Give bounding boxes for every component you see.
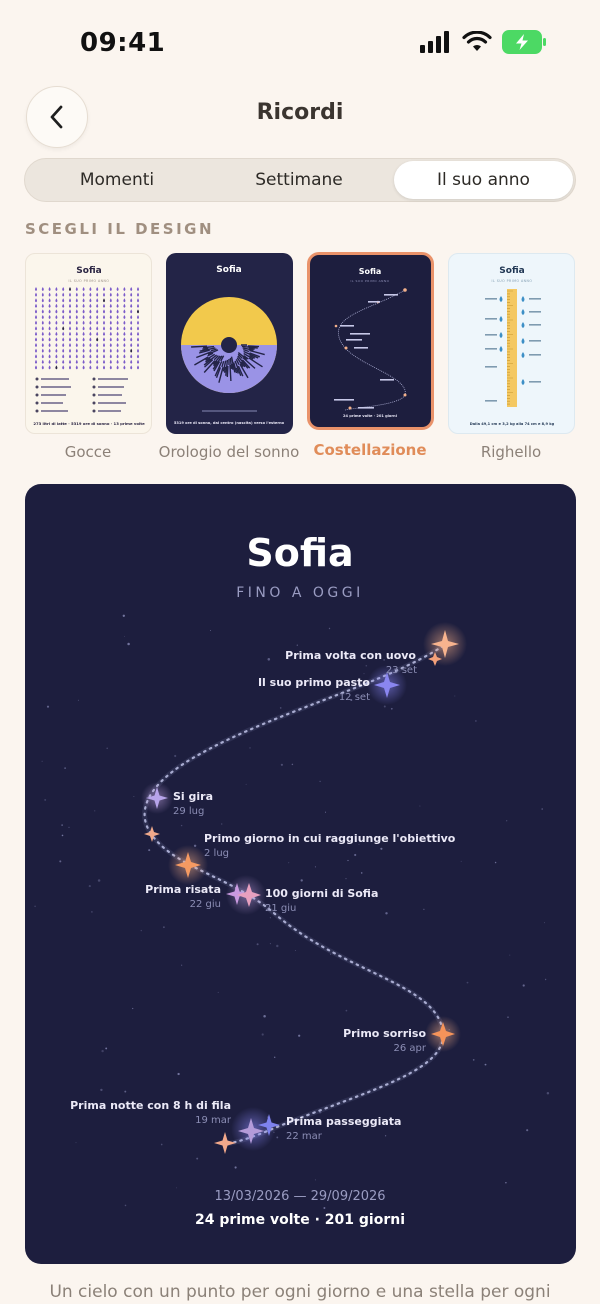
status-icons [420, 30, 548, 54]
tab-settimane[interactable]: Settimane [255, 170, 343, 190]
design-label-righello[interactable]: Righello [480, 443, 542, 461]
gocce-thumbnail [26, 254, 152, 434]
orologio-thumb-name: Sofia [216, 265, 242, 275]
milestone-date: 29 lug [173, 806, 205, 817]
milestone-date: 23 set [385, 665, 417, 676]
milestone-date: 22 giu [189, 899, 221, 910]
milestone-title: Il suo primo pasto [257, 676, 370, 689]
signal-icon [420, 31, 452, 53]
milestone-date: 19 mar [195, 1115, 231, 1126]
poster-date-range: 13/03/2026 — 29/09/2026 [214, 1189, 386, 1204]
costellazione-thumb-sub: IL SUO PRIMO ANNO [350, 279, 390, 283]
status-bar [0, 0, 600, 86]
costellazione-thumb-footer: 24 prime volte · 201 giorni [343, 414, 397, 418]
milestone-title: Prima notte con 8 h di fila [70, 1099, 231, 1112]
milestone-date: 21 giu [265, 903, 297, 914]
design-description: Un cielo con un punto per ogni giorno e una stella per ogni [49, 1282, 551, 1302]
milestone-title: Prima passeggiata [286, 1115, 402, 1128]
milestone-date: 26 apr [393, 1043, 426, 1054]
battery-charging-icon [502, 30, 548, 54]
milestone-date: 2 lug [204, 848, 230, 859]
orologio-thumb-footer: 5319 ore di sonno, dal centro (nascita) verso l'esterno [173, 421, 285, 425]
poster-name: Sofia [246, 531, 354, 575]
orologio-thumbnail [166, 253, 293, 434]
gocce-legend [36, 378, 129, 413]
section-label-design: SCEGLI IL DESIGN [25, 220, 215, 238]
wifi-icon [462, 31, 492, 53]
righello-thumb-footer: Dalla 49,1 cm e 3,2 kg alla 74 cm e 8,9 kg [469, 422, 555, 426]
costellazione-thumbnail [310, 255, 431, 427]
milestone-date: 12 set [338, 692, 370, 703]
design-card-gocce[interactable] [25, 253, 152, 434]
gocce-thumb-footer: 273 litri di latte · 5319 ore di sonno · 13 prime volte [33, 421, 145, 426]
milestone-date: 22 mar [286, 1131, 322, 1142]
tab-momenti[interactable]: Momenti [79, 170, 155, 190]
drop-grid [35, 287, 139, 369]
righello-thumb-sub: IL SUO PRIMO ANNO [491, 279, 533, 283]
segmented-control [24, 158, 576, 202]
milestone-title: 100 giorni di Sofia [265, 887, 379, 900]
design-label-costellazione[interactable]: Costellazione [313, 441, 427, 459]
gocce-thumb-sub: IL SUO PRIMO ANNO [68, 279, 110, 283]
poster-stats: 24 prime volte · 201 giorni [194, 1212, 406, 1228]
design-card-orologio[interactable] [166, 253, 293, 434]
design-label-orologio[interactable]: Orologio del sonno [158, 443, 300, 461]
poster-subtitle: FINO A OGGI [236, 585, 364, 601]
design-label-gocce[interactable]: Gocce [64, 443, 112, 461]
gocce-thumb-name: Sofia [76, 266, 102, 276]
milestone-title: Primo sorriso [343, 1027, 426, 1040]
constellation-poster [25, 484, 576, 1264]
milestone-title: Primo giorno in cui raggiunge l'obiettivo [204, 832, 456, 845]
design-card-righello[interactable] [448, 253, 575, 434]
costellazione-thumb-name: Sofia [358, 267, 382, 276]
design-card-costellazione[interactable] [307, 252, 434, 430]
milestone-title: Prima volta con uovo [285, 649, 416, 662]
tab-il-suo-anno[interactable]: Il suo anno [394, 161, 573, 199]
status-time: 09:41 [80, 28, 166, 58]
top-bar [0, 86, 600, 146]
milestone-title: Si gira [173, 790, 214, 803]
milestone-title: Prima risata [145, 883, 221, 896]
righello-thumbnail [449, 254, 575, 434]
constellation-canvas [25, 484, 576, 1264]
page-title: Ricordi [256, 100, 344, 125]
righello-thumb-name: Sofia [499, 266, 525, 276]
